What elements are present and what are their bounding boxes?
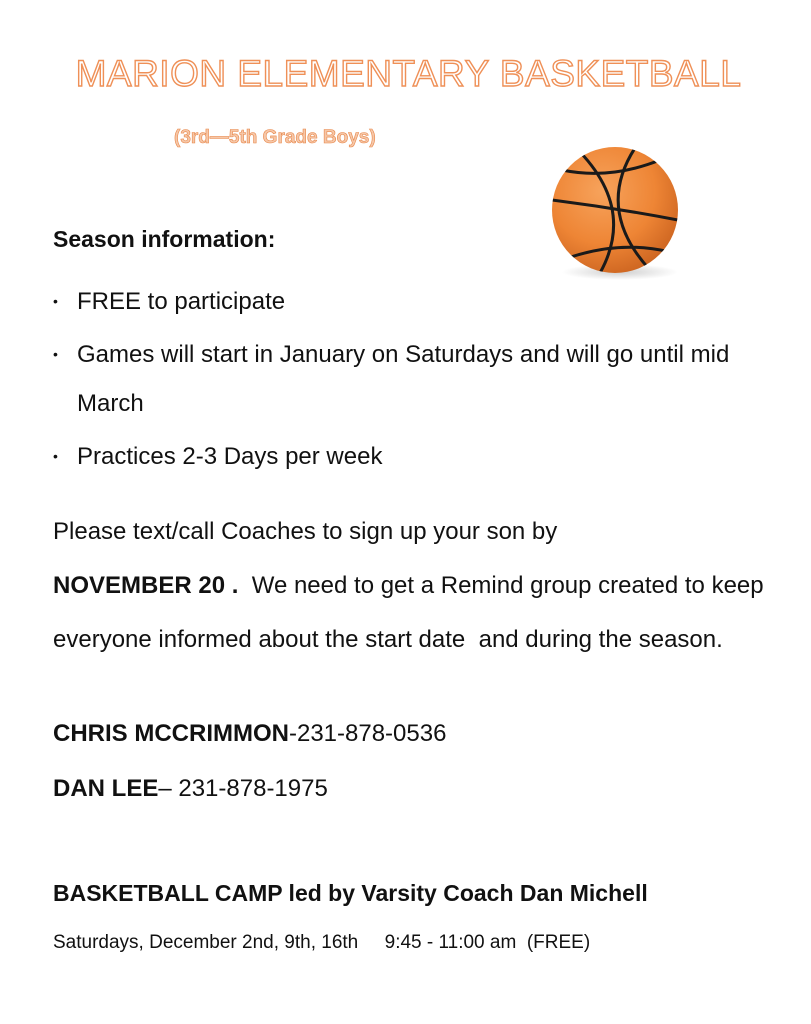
page-subtitle: (3rd—5th Grade Boys)	[174, 127, 376, 148]
coach-phone: -231-878-0536	[288, 720, 447, 747]
bullet-icon: •	[53, 448, 58, 464]
coach-phone: – 231-878-1975	[158, 775, 328, 802]
basketball-icon	[540, 140, 690, 285]
bullet-icon: •	[53, 293, 58, 309]
season-list	[53, 277, 773, 485]
season-heading: Season information:	[53, 226, 276, 252]
camp-info: Saturdays, December 2nd, 9th, 16th 9:45 - 11:00 am (FREE)	[53, 932, 591, 953]
signup-paragraph	[53, 505, 773, 667]
page-title: MARION ELEMENTARY BASKETBALL	[75, 53, 742, 94]
coach-name: DAN LEE	[53, 775, 159, 802]
bullet-text: Practices 2-3 Days per week	[77, 443, 383, 470]
coach-contact	[53, 720, 446, 748]
camp-title: BASKETBALL CAMP led by Varsity Coach Dan Michell	[53, 880, 648, 906]
coach-name: CHRIS MCCRIMMON	[53, 720, 289, 747]
bullet-icon: •	[53, 346, 58, 362]
bullet-text: Games will start in January on Saturdays and will go until mid March	[77, 341, 730, 417]
signup-deadline: NOVEMBER 20 .	[53, 572, 239, 599]
signup-line: Please text/call Coaches to sign up your son by	[53, 518, 558, 545]
bullet-text: FREE to participate	[77, 288, 286, 315]
signup-text: We need to get a Remind group created to keep everyone informed about the start date and during the season.	[53, 572, 771, 653]
list-item	[53, 277, 773, 326]
list-item	[53, 432, 773, 481]
list-item	[53, 330, 773, 428]
coach-contact	[53, 775, 328, 803]
